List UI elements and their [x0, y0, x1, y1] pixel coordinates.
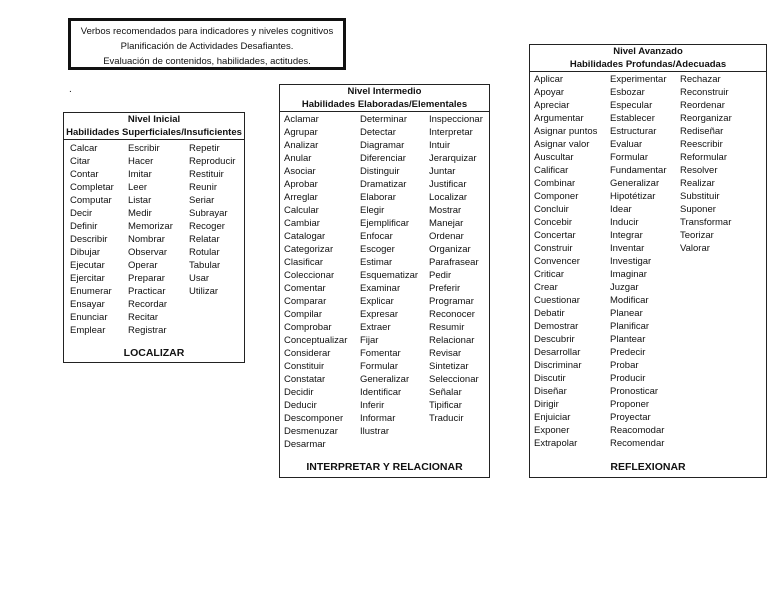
verb-item: Ensayar: [70, 299, 105, 310]
verb-item: Dramatizar: [360, 179, 407, 190]
verb-item: Justificar: [429, 179, 467, 190]
verb-item: Proponer: [610, 399, 650, 410]
verb-item: Inventar: [610, 243, 645, 254]
verb-item: Mostrar: [429, 205, 462, 216]
verb-item: Estimar: [360, 257, 393, 268]
verb-item: Clasificar: [284, 257, 324, 268]
panel-subtitle: Habilidades Elaboradas/Elementales: [280, 98, 489, 112]
verb-item: Sintetizar: [429, 361, 469, 372]
panel-title: Nivel Inicial: [127, 114, 181, 125]
verb-item: Diferenciar: [360, 153, 406, 164]
verb-item: Escoger: [360, 244, 395, 255]
verb-item: Aprobar: [284, 179, 318, 190]
verb-item: Especular: [610, 100, 653, 111]
verb-item: Idear: [610, 204, 632, 215]
verb-item: Ejecutar: [70, 260, 105, 271]
verb-item: Predecir: [610, 347, 646, 358]
verb-item: Expresar: [360, 309, 399, 320]
verb-item: Citar: [70, 156, 91, 167]
verb-item: Enunciar: [70, 312, 108, 323]
verb-item: Enfocar: [360, 231, 393, 242]
verb-item: Analizar: [284, 140, 319, 151]
verb-item: Reescribir: [680, 139, 723, 150]
verb-item: Conceptualizar: [284, 335, 348, 346]
verb-item: Discriminar: [534, 360, 582, 371]
verb-item: Pedir: [429, 270, 452, 281]
verb-item: Inspeccionar: [429, 114, 483, 125]
verb-item: Reconocer: [429, 309, 475, 320]
verb-item: Teorizar: [680, 230, 714, 241]
verb-item: Traducir: [429, 413, 464, 424]
verb-item: Relacionar: [429, 335, 475, 346]
verb-item: Tabular: [189, 260, 221, 271]
panel-footer: INTERPRETAR Y RELACIONAR: [306, 461, 463, 473]
verb-item: Organizar: [429, 244, 471, 255]
verb-item: Elaborar: [360, 192, 396, 203]
verb-item: Recitar: [128, 312, 159, 323]
verb-item: Pronosticar: [610, 386, 659, 397]
verb-item: Constatar: [284, 374, 326, 385]
verb-item: Debatir: [534, 308, 565, 319]
verb-column-1: [534, 73, 597, 450]
verb-item: Rotular: [189, 247, 220, 258]
verb-item: Enumerar: [70, 286, 112, 297]
verb-item: Producir: [610, 373, 646, 384]
verb-item: Contar: [70, 169, 99, 180]
verb-item: Usar: [189, 273, 210, 284]
verb-item: Generalizar: [610, 178, 660, 189]
panel-subtitle: Habilidades Superficiales/Insuficientes: [64, 126, 244, 140]
verb-item: Construir: [534, 243, 573, 254]
verb-item: Hacer: [128, 156, 154, 167]
verb-item: Restituir: [189, 169, 224, 180]
verb-item: Identificar: [360, 387, 402, 398]
verb-item: Componer: [534, 191, 579, 202]
verb-item: Señalar: [429, 387, 462, 398]
panel-title: Nivel Intermedio: [347, 86, 422, 97]
verb-item: Decidir: [284, 387, 314, 398]
verb-item: Registrar: [128, 325, 167, 336]
verb-item: Extraer: [360, 322, 391, 333]
verb-item: Examinar: [360, 283, 401, 294]
verb-item: Informar: [360, 413, 396, 424]
verb-item: Manejar: [429, 218, 464, 229]
verb-item: Reproducir: [189, 156, 236, 167]
verb-item: Seriar: [189, 195, 215, 206]
verb-item: Comprobar: [284, 322, 332, 333]
verb-item: Ejemplificar: [360, 218, 410, 229]
verb-item: Interpretar: [429, 127, 473, 138]
verb-item: Proyectar: [610, 412, 651, 423]
verb-item: Nombrar: [128, 234, 165, 245]
verb-item: Recoger: [189, 221, 225, 232]
verb-item: Subrayar: [189, 208, 228, 219]
verb-column-3: [429, 113, 483, 425]
verb-item: Fundamentar: [610, 165, 667, 176]
verb-item: Argumentar: [534, 113, 584, 124]
panel-nivel-intermedio: [279, 84, 490, 478]
header-box: [68, 18, 346, 70]
verb-column-2: [610, 73, 667, 450]
verb-item: Arreglar: [284, 192, 318, 203]
verb-item: Juzgar: [610, 282, 639, 293]
verb-item: Asignar puntos: [534, 126, 598, 137]
verb-item: Recomendar: [610, 438, 665, 449]
verb-item: Concertar: [534, 230, 576, 241]
verb-item: Preparar: [128, 273, 165, 284]
verb-item: Reconstruir: [680, 87, 729, 98]
verb-item: Extrapolar: [534, 438, 578, 449]
verb-item: Formular: [360, 361, 399, 372]
verb-item: Planear: [610, 308, 643, 319]
verb-item: Auscultar: [534, 152, 574, 163]
verb-item: Juntar: [429, 166, 456, 177]
verb-item: Asociar: [284, 166, 316, 177]
verb-item: Agrupar: [284, 127, 318, 138]
verb-item: Comentar: [284, 283, 326, 294]
verb-item: Anular: [284, 153, 312, 164]
verb-item: Apoyar: [534, 87, 565, 98]
verb-item: Esbozar: [610, 87, 645, 98]
verb-item: Practicar: [128, 286, 166, 297]
verb-item: Dibujar: [70, 247, 101, 258]
verb-item: Exponer: [534, 425, 570, 436]
verb-item: Hipotétizar: [610, 191, 656, 202]
verb-item: Crear: [534, 282, 558, 293]
verb-item: Substituir: [680, 191, 720, 202]
verb-item: Revisar: [429, 348, 462, 359]
verb-item: Dirigir: [534, 399, 559, 410]
verb-item: Resolver: [680, 165, 718, 176]
verb-item: Diseñar: [534, 386, 567, 397]
verb-item: Calcar: [70, 143, 98, 154]
verb-item: Cuestionar: [534, 295, 580, 306]
verb-item: Desmenuzar: [284, 426, 338, 437]
verb-item: Completar: [70, 182, 114, 193]
verb-item: Elegir: [360, 205, 385, 216]
verb-item: Esquematizar: [360, 270, 419, 281]
verb-item: Evaluar: [610, 139, 643, 150]
panel-title: Nivel Avanzado: [613, 46, 683, 57]
stray-dot: .: [69, 84, 72, 95]
verb-item: Reformular: [680, 152, 727, 163]
verb-item: Leer: [128, 182, 148, 193]
verb-item: Aclamar: [284, 114, 319, 125]
verb-item: Compilar: [284, 309, 323, 320]
verb-item: Calcular: [284, 205, 319, 216]
verb-item: Aplicar: [534, 74, 564, 85]
verb-item: Localizar: [429, 192, 468, 203]
verb-item: Generalizar: [360, 374, 410, 385]
verb-item: Jerarquizar: [429, 153, 477, 164]
verb-item: Investigar: [610, 256, 652, 267]
verb-item: Catalogar: [284, 231, 326, 242]
verb-column-2: [360, 113, 418, 438]
panel-subtitle: Habilidades Profundas/Adecuadas: [530, 58, 766, 72]
verb-item: Categorizar: [284, 244, 334, 255]
verb-item: Parafrasear: [429, 257, 479, 268]
verb-column-1: [70, 142, 114, 337]
verb-item: Apreciar: [534, 100, 570, 111]
verb-item: Programar: [429, 296, 474, 307]
verb-item: Formular: [610, 152, 649, 163]
verb-item: Estructurar: [610, 126, 657, 137]
verb-item: Definir: [70, 221, 98, 232]
verb-item: Detectar: [360, 127, 396, 138]
header-line-2: Planificación de Actividades Desafiantes.: [120, 41, 294, 52]
verb-item: Realizar: [680, 178, 715, 189]
verb-item: Imaginar: [610, 269, 647, 280]
verb-item: Demostrar: [534, 321, 579, 332]
panel-footer: REFLEXIONAR: [610, 461, 686, 473]
verb-item: Reacomodar: [610, 425, 665, 436]
verb-item: Enjuiciar: [534, 412, 571, 423]
panel-nivel-avanzado: [529, 44, 767, 478]
verb-item: Repetir: [189, 143, 220, 154]
verb-item: Ilustrar: [360, 426, 390, 437]
verb-item: Criticar: [534, 269, 565, 280]
verb-column-2: [128, 142, 173, 337]
verb-item: Cambiar: [284, 218, 320, 229]
verb-item: Desarrollar: [534, 347, 581, 358]
verb-item: Considerar: [284, 348, 331, 359]
verb-item: Valorar: [680, 243, 710, 254]
verb-item: Rechazar: [680, 74, 721, 85]
verb-item: Reorganizar: [680, 113, 732, 124]
verb-item: Imitar: [128, 169, 152, 180]
verb-item: Calificar: [534, 165, 569, 176]
header-line-1: Verbos recomendados para indicadores y niveles cognitivos: [80, 26, 334, 37]
verb-item: Plantear: [610, 334, 646, 345]
verb-item: Suponer: [680, 204, 716, 215]
verb-item: Relatar: [189, 234, 220, 245]
verb-item: Diagramar: [360, 140, 405, 151]
verb-item: Describir: [70, 234, 108, 245]
verb-item: Establecer: [610, 113, 655, 124]
verb-item: Constituir: [284, 361, 325, 372]
verb-item: Explicar: [360, 296, 394, 307]
verb-item: Convencer: [534, 256, 580, 267]
verb-item: Tipificar: [429, 400, 462, 411]
verb-item: Fomentar: [360, 348, 401, 359]
verb-item: Resumir: [429, 322, 465, 333]
verb-item: Concebir: [534, 217, 573, 228]
verb-item: Inferir: [360, 400, 385, 411]
verb-item: Coleccionar: [284, 270, 335, 281]
verb-item: Intuir: [429, 140, 451, 151]
verb-item: Decir: [70, 208, 93, 219]
verb-item: Fijar: [360, 335, 379, 346]
verb-item: Deducir: [284, 400, 317, 411]
verb-item: Utilizar: [189, 286, 219, 297]
verb-item: Observar: [128, 247, 168, 258]
verb-item: Probar: [610, 360, 639, 371]
verb-item: Comparar: [284, 296, 327, 307]
verb-item: Ordenar: [429, 231, 464, 242]
verb-item: Computar: [70, 195, 112, 206]
verb-item: Experimentar: [610, 74, 667, 85]
verb-item: Rediseñar: [680, 126, 724, 137]
verb-item: Recordar: [128, 299, 168, 310]
verb-item: Determinar: [360, 114, 407, 125]
verb-item: Listar: [128, 195, 152, 206]
verb-item: Ejercitar: [70, 273, 105, 284]
verb-item: Reunir: [189, 182, 217, 193]
panel-footer: LOCALIZAR: [123, 347, 185, 359]
verb-item: Distinguir: [360, 166, 400, 177]
verb-item: Memorizar: [128, 221, 173, 232]
verb-item: Combinar: [534, 178, 576, 189]
header-line-3: Evaluación de contenidos, habilidades, actitudes.: [103, 56, 311, 67]
verb-column-1: [284, 113, 347, 451]
panel-nivel-inicial: [63, 112, 245, 363]
verb-item: Discutir: [534, 373, 566, 384]
verb-item: Transformar: [680, 217, 732, 228]
verb-item: Planificar: [610, 321, 650, 332]
verb-item: Seleccionar: [429, 374, 479, 385]
verb-item: Descomponer: [284, 413, 344, 424]
verb-item: Reordenar: [680, 100, 725, 111]
verb-item: Escribir: [128, 143, 160, 154]
verb-item: Medir: [128, 208, 152, 219]
verb-column-3: [680, 73, 732, 255]
verb-item: Desarmar: [284, 439, 326, 450]
verb-item: Emplear: [70, 325, 106, 336]
verb-column-3: [189, 142, 235, 298]
verb-item: Inducir: [610, 217, 639, 228]
verb-item: Modificar: [610, 295, 649, 306]
verb-item: Descubrir: [534, 334, 575, 345]
verb-item: Integrar: [610, 230, 643, 241]
verb-item: Concluir: [534, 204, 569, 215]
verb-item: Operar: [128, 260, 158, 271]
verb-item: Asignar valor: [534, 139, 590, 150]
verb-item: Preferir: [429, 283, 461, 294]
